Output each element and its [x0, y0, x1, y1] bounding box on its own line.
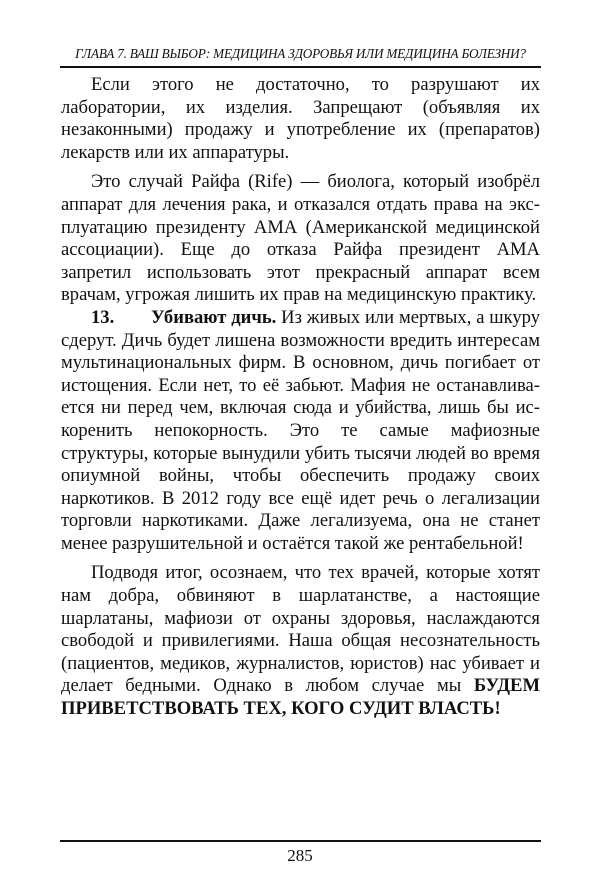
- footer-divider: [60, 840, 541, 842]
- page-body: [61, 74, 540, 721]
- item-heading: Убивают дичь.: [151, 306, 277, 328]
- item-text: Из живых или мертвых, а шкуру сдерут. Дичь будет лишена возможности вредить интересам мультинациональных фирм. В основном, дичь погибает от истощения. Если нет, то её забьют. Мафия не останавливается ни перед чем, включая сюда и убийства, лишь бы искоренить непокорность. Это те самые мафиозные структуры, которые вынудили убить тысячи людей во время опиумной войны, чтобы обеспечить продажу своих наркотиков. В 2012 году все ещё идет речь о легализации торговли наркотиками. Даже легализуема, она не станет менее разрушительной и остаётся такой же рентабельной!: [61, 306, 541, 554]
- list-item-number: 13.: [91, 306, 115, 328]
- page-number: 285: [287, 846, 313, 865]
- paragraph-summary: [61, 562, 540, 720]
- paragraph-rife-case: Это случай Райфа (Rife) — биолога, который изобрёл аппарат для лечения рака, и отказался отдать права на эксплуатацию президенту АМА (Американской медицинской ассоциации). Еще до отказа Райфа президент АМА запретил использовать этот прекрасный аппарат всем врачам, угрожая лишить их прав на медицинскую практику.: [61, 171, 540, 306]
- running-header-title: ГЛАВА 7. ВАШ ВЫБОР: МЕДИЦИНА ЗДОРОВЬЯ ИЛИ МЕДИЦИНА БОЛЕЗНИ?: [75, 46, 526, 61]
- summary-bold-conclusion: БУДЕМ ПРИВЕТСТВОВАТЬ ТЕХ, КОГО СУДИТ ВЛАСТЬ!: [61, 675, 540, 720]
- summary-text: Подводя итог, осознаем, что тех врачей, которые хотят нам добра, обвиняют в шарлатанстве, а настоящие шарлатаны, мафиози от охраны здоровья, наслаждаются свободой и привилегиями. Наша общая несознательность (пациентов, медиков, журналистов, юристов) нас убивает и делает бедными. Однако в любом случае мы: [61, 562, 540, 697]
- paragraph-item-13: [61, 307, 540, 556]
- paragraph-lab-destruction: Если этого не достаточно, то разрушают их лаборатории, их изделия. Запрещают (объявляя их незаконными) продажу и употребление их (препаратов) лекарств или их аппаратуры.: [61, 74, 540, 163]
- header-divider: [60, 66, 541, 68]
